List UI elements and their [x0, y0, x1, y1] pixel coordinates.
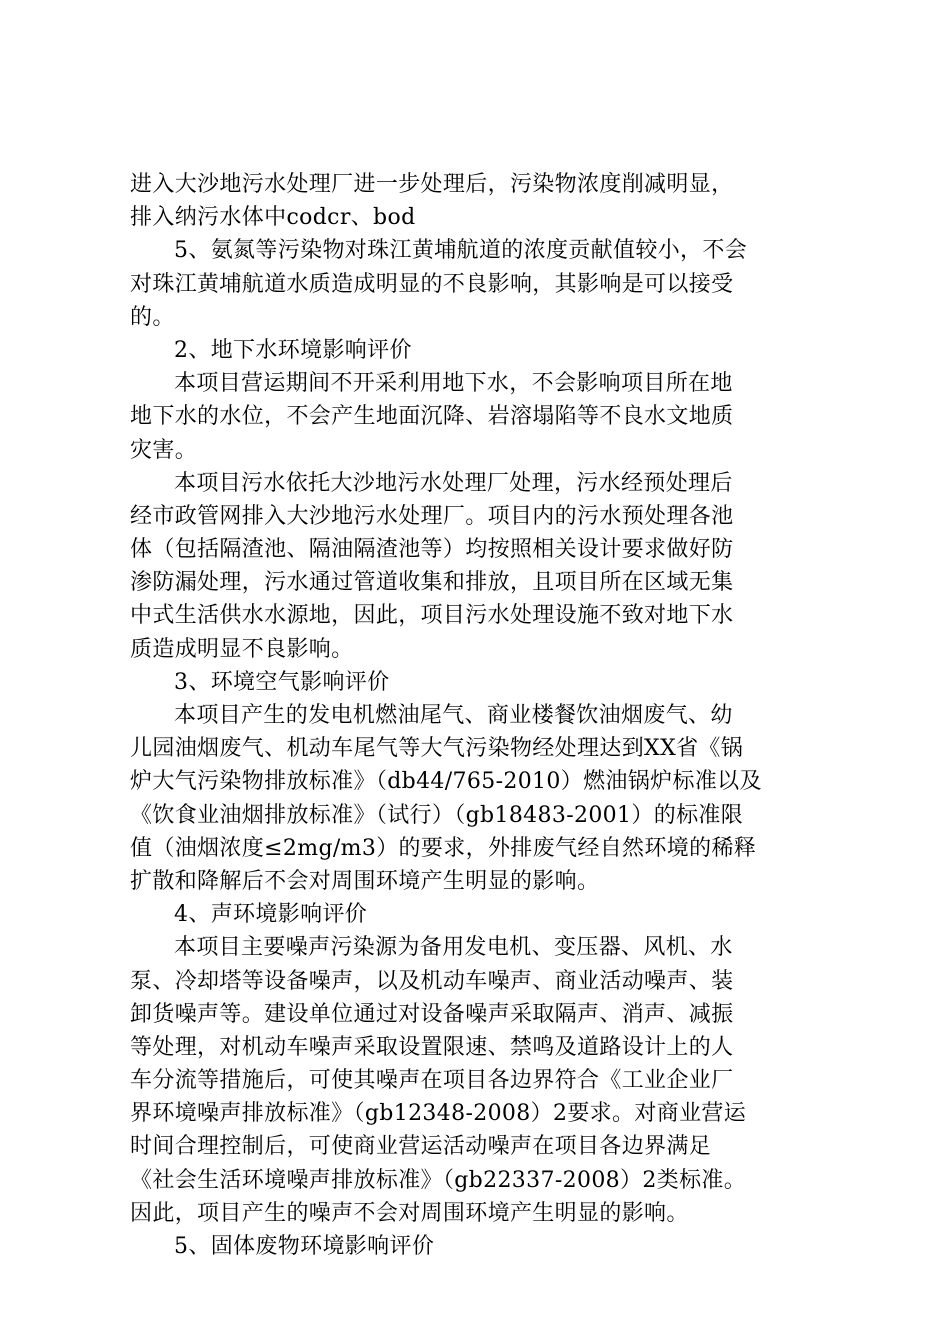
- text-line: 等处理，对机动车噪声采取设置限速、禁鸣及道路设计上的人: [130, 1034, 734, 1060]
- text-line: 《饮食业油烟排放标准》（试行）（gb18483-2001）的标准限: [130, 802, 744, 828]
- document-page: [130, 168, 830, 1263]
- text-line: 3、环境空气影响评价: [174, 669, 390, 695]
- text-line: 2、地下水环境影响评价: [174, 337, 412, 363]
- text-line: 炉大气污染物排放标准》（db44/765-2010）燃油锅炉标准以及: [130, 769, 762, 795]
- text-line: 泵、冷却塔等设备噪声，以及机动车噪声、商业活动噪声、装: [130, 968, 734, 994]
- text-line: 卸货噪声等。建设单位通过对设备噪声采取隔声、消声、减振: [130, 1001, 734, 1027]
- text-line: 渗防漏处理，污水通过管道收集和排放，且项目所在区域无集: [130, 570, 734, 596]
- text-line: 扩散和降解后不会对周围环境产生明显的影响。: [130, 868, 600, 894]
- text-line: 本项目主要噪声污染源为备用发电机、变压器、风机、水: [174, 935, 733, 961]
- text-line: 中式生活供水水源地，因此，项目污水处理设施不致对地下水: [130, 603, 734, 629]
- text-line: 排入纳污水体中codcr、bod: [130, 205, 416, 231]
- text-line: 4、声环境影响评价: [174, 902, 368, 928]
- text-line: 《社会生活环境噪声排放标准》（gb22337-2008）2类标准。: [130, 1167, 747, 1193]
- text-line: 儿园油烟废气、机动车尾气等大气污染物经处理达到XX省《锅: [130, 736, 744, 762]
- text-line: 进入大沙地污水处理厂进一步处理后，污染物浓度削减明显，: [130, 172, 734, 197]
- text-line: 因此，项目产生的噪声不会对周围环境产生明显的影响。: [130, 1200, 689, 1226]
- text-line: 地下水的水位，不会产生地面沉降、岩溶塌陷等不良水文地质: [130, 404, 734, 430]
- text-line: 经市政管网排入大沙地污水处理厂。项目内的污水预处理各池: [130, 503, 734, 529]
- text-line: 本项目产生的发电机燃油尾气、商业楼餐饮油烟废气、幼: [174, 703, 733, 728]
- text-line: 灾害。: [130, 437, 198, 463]
- text-line: 本项目污水依托大沙地污水处理厂处理，污水经预处理后: [174, 470, 733, 496]
- text-line: 体（包括隔渣池、隔油隔渣池等）均按照相关设计要求做好防: [130, 537, 734, 563]
- text-line: 本项目营运期间不开采利用地下水，不会影响项目所在地: [174, 371, 733, 397]
- text-line: 5、固体废物环境影响评价: [174, 1234, 435, 1259]
- text-line: 时间合理控制后，可使商业营运活动噪声在项目各边界满足: [130, 1134, 712, 1160]
- text-line: 5、氨氮等污染物对珠江黄埔航道的浓度贡献值较小，不会: [174, 238, 748, 264]
- text-line: 车分流等措施后，可使其噪声在项目各边界符合《工业企业厂: [130, 1068, 734, 1094]
- text-line: 的。: [130, 304, 175, 330]
- text-line: 值（油烟浓度≤2mg/m3）的要求，外排废气经自然环境的稀释: [130, 835, 757, 861]
- text-line: 界环境噪声排放标准》（gb12348-2008）2要求。对商业营运: [130, 1101, 747, 1127]
- text-line: 质造成明显不良影响。: [130, 636, 354, 662]
- text-line: 对珠江黄埔航道水质造成明显的不良影响，其影响是可以接受: [130, 271, 734, 297]
- document-body: [130, 168, 830, 1263]
